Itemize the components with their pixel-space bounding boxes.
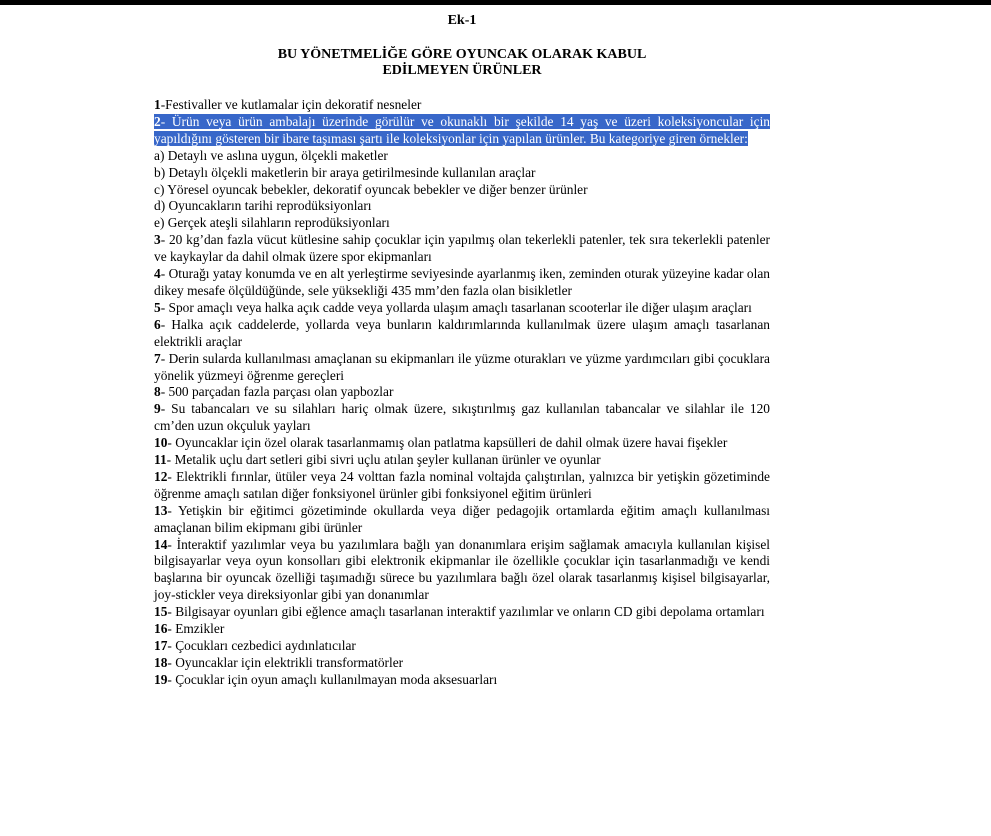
list-item[interactable]: 13- Yetişkin bir eğitimci gözetiminde okullarda veya diğer pedagojik ortamlarda eğitim amaçlı kullanılması amaçlanan bilim ekipmanı gibi ürünler (154, 502, 770, 535)
list-item[interactable]: 14- İnteraktif yazılımlar veya bu yazılımlara bağlı yan donanımlara erişim sağlamak amacıyla kullanılan kişisel bilgisayarlar veya oyun konsolları gibi elektronik ekipmanlar ile özellikle çocuklar için tasarlanmadığı ve kendi başlarına bir oyuncak özelliği taşımadığı sürece bu yazılımlara bağlı özel olarak tasarlanmış kişisel bilgisayarlar, joy-stickler veya direksiyonlar gibi yan donanımlar (154, 536, 770, 603)
list-item[interactable]: 4- Oturağı yatay konumda ve en alt yerleştirme seviyesinde ayarlanmış iken, zeminden oturak yüzeyine kadar olan dikey mesafe ölçüldüğünde, sele yüksekliği 435 mm’den fazla olan bisikletler (154, 266, 770, 298)
list-item[interactable]: 15- Bilgisayar oyunları gibi eğlence amaçlı tasarlanan interaktif yazılımlar ve onların CD gibi depolama ortamları (154, 604, 765, 620)
sub-item[interactable]: e) Gerçek ateşli silahların reprodüksiyonları (154, 215, 390, 231)
sub-item[interactable]: c) Yöresel oyuncak bebekler, dekoratif oyuncak bebekler ve diğer benzer ürünler (154, 181, 588, 197)
list-item[interactable]: 1-Festivaller ve kutlamalar için dekoratif nesneler (154, 97, 422, 112)
top-border (0, 0, 991, 5)
list-item[interactable]: 10- Oyuncaklar için özel olarak tasarlanmamış olan patlatma kapsülleri de dahil olmak üzere havai fişekler (154, 435, 728, 451)
document-page (154, 12, 770, 689)
list-item[interactable]: 8- 500 parçadan fazla parçası olan yapbozlar (154, 384, 394, 400)
list-item[interactable]: 12- Elektrikli fırınlar, ütüler veya 24 volttan fazla nominal voltajda çalıştırılan, yalnızca bir yetişkin gözetiminde öğrenme amaçlı satılan diğer fonksiyonel ürünler gibi fonksiyonel eğitim ürünleri (154, 468, 770, 501)
list-item[interactable]: 18- Oyuncaklar için elektrikli transformatörler (154, 654, 404, 670)
annex-label: Ek-1 (447, 13, 477, 28)
sub-item[interactable]: b) Detaylı ölçekli maketlerin bir araya getirilmesinde kullanılan araçlar (154, 164, 536, 180)
sub-item[interactable]: a) Detaylı ve aslına uygun, ölçekli maketler (154, 147, 388, 163)
item-list (154, 97, 770, 689)
list-item[interactable]: 11- Metalik uçlu dart setleri gibi sivri uçlu atılan şeyler kullanan ürünler ve oyunlar (154, 452, 601, 468)
list-item[interactable]: 5- Spor amaçlı veya halka açık cadde veya yollarda ulaşım amaçlı tasarlanan scooterlar ile diğer ulaşım araçları (154, 299, 752, 315)
list-item-selected[interactable]: 2- Ürün veya ürün ambalajı üzerinde görülür ve okunaklı bir şekilde 14 yaş ve üzeri koleksiyoncular için yapıldığını gösteren bir ibare taşıması şartı ile koleksiyonlar için yapılan ürünler. Bu kategoriye giren örnekler: (154, 113, 770, 146)
title-line-1: BU YÖNETMELİĞE GÖRE OYUNCAK OLARAK KABUL (277, 47, 647, 62)
sub-item[interactable]: d) Oyuncakların tarihi reprodüksiyonları (154, 198, 372, 214)
document-title (154, 47, 770, 79)
list-item[interactable]: 7- Derin sularda kullanılması amaçlanan su ekipmanları ile yüzme oturakları ve yüzme yardımcıları gibi çocuklara yönelik yüzmeyi öğrenme gereçleri (154, 350, 770, 383)
list-item[interactable]: 17- Çocukları cezbedici aydınlatıcılar (154, 638, 356, 653)
list-item[interactable]: 19- Çocuklar için oyun amaçlı kullanılmayan moda aksesuarları (154, 671, 498, 687)
list-item[interactable]: 16- Emzikler (154, 621, 225, 637)
list-item[interactable]: 6- Halka açık caddelerde, yollarda veya bunların kaldırımlarında kullanılmak üzere ulaşım amaçlı tasarlanan elektrikli araçlar (154, 316, 770, 349)
title-line-2: EDİLMEYEN ÜRÜNLER (382, 63, 542, 78)
list-item[interactable]: 3- 20 kg’dan fazla vücut kütlesine sahip çocuklar için yapılmış olan tekerlekli patenler, tek sıra tekerlekli patenler ve kaykaylar da dahil olmak üzere spor ekipmanları (154, 232, 770, 265)
list-item[interactable]: 9- Su tabancaları ve su silahları hariç olmak üzere, sıkıştırılmış gaz kullanılan tabancalar ve silahlar ile 120 cm’den uzun okçuluk yayları (154, 401, 770, 434)
